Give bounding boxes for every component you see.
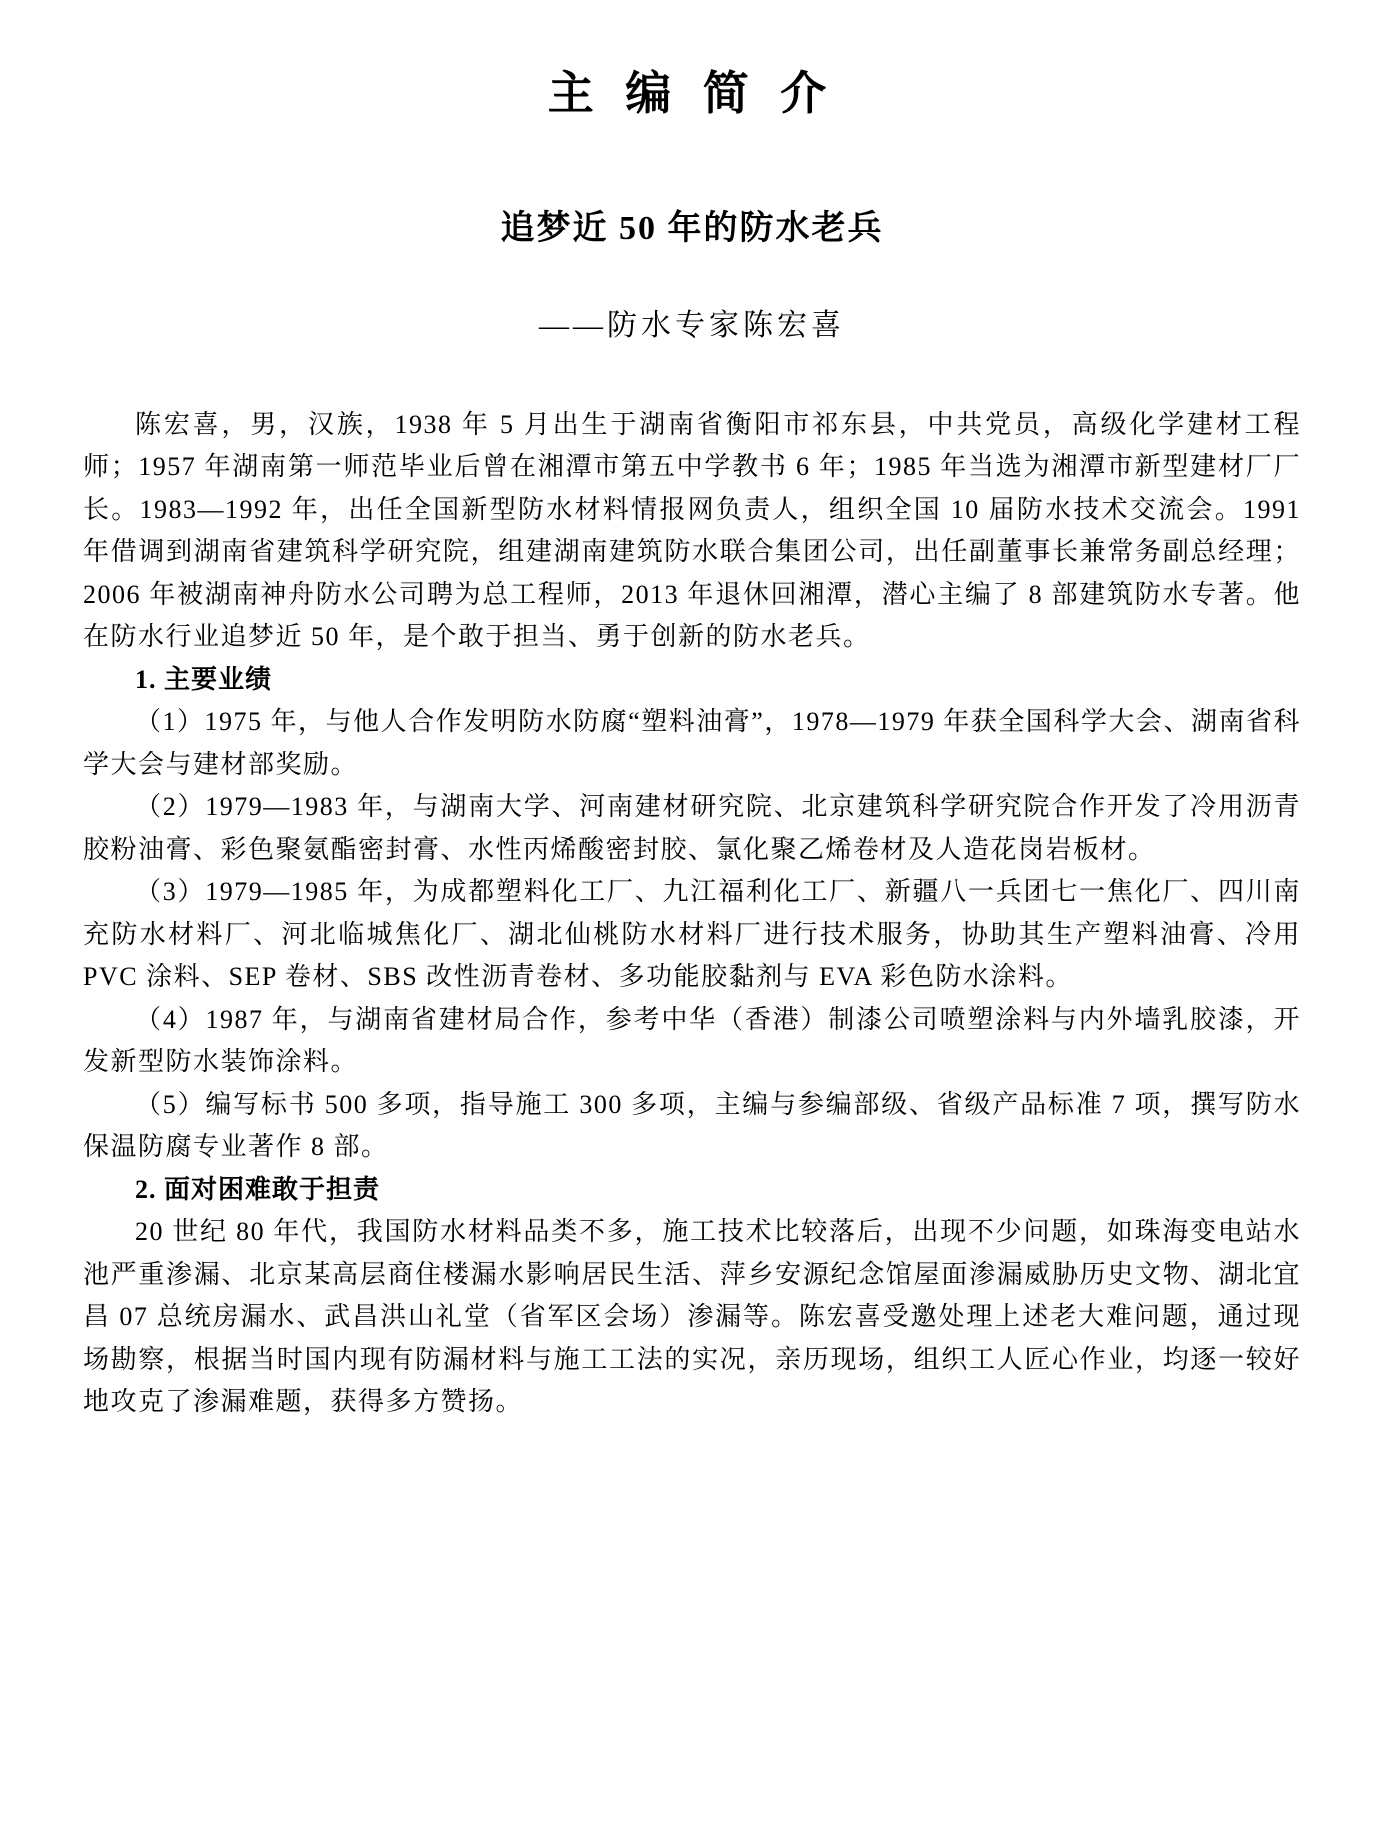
- page-title: 主 编 简 介: [547, 68, 837, 119]
- article-byline: ——防水专家陈宏喜: [539, 308, 845, 342]
- article-body: [83, 404, 1301, 1424]
- article-title: 追梦近 50 年的防水老兵: [500, 210, 884, 248]
- section-heading: 1. 主要业绩: [135, 664, 273, 694]
- body-paragraph: 20 世纪 80 年代，我国防水材料品类不多，施工技术比较落后，出现不少问题，如珠海变电站水池严重渗漏、北京某高层商住楼漏水影响居民生活、萍乡安源纪念馆屋面渗漏威胁历史文物、湖北宜昌 07 总统房漏水、武昌洪山礼堂（省军区会场）渗漏等。陈宏喜受邀处理上述老大难问题，通过现场勘察，根据当时国内现有防漏材料与施工工法的实况，亲历现场，组织工人匠心作业，均逐一较好地攻克了渗漏难题，获得多方赞扬。: [83, 1217, 1301, 1417]
- body-paragraph: （3）1979—1985 年，为成都塑料化工厂、九江福利化工厂、新疆八一兵团七一焦化厂、四川南充防水材料厂、河北临城焦化厂、湖北仙桃防水材料厂进行技术服务，协助其生产塑料油膏、冷用 PVC 涂料、SEP 卷材、SBS 改性沥青卷材、多功能胶黏剂与 EVA 彩色防水涂料。: [83, 877, 1301, 992]
- body-paragraph: （2）1979—1983 年，与湖南大学、河南建材研究院、北京建筑科学研究院合作开发了冷用沥青胶粉油膏、彩色聚氨酯密封膏、水性丙烯酸密封胶、氯化聚乙烯卷材及人造花岗岩板材。: [83, 792, 1301, 864]
- body-paragraph: 陈宏喜，男，汉族，1938 年 5 月出生于湖南省衡阳市祁东县，中共党员，高级化学建材工程师；1957 年湖南第一师范毕业后曾在湘潭市第五中学教书 6 年；1985 年当选为湘潭市新型建材厂厂长。1983—1992 年，出任全国新型防水材料情报网负责人，组织全国 10 届防水技术交流会。1991 年借调到湖南省建筑科学研究院，组建湖南建筑防水联合集团公司，出任副董事长兼常务副总经理；2006 年被湖南神舟防水公司聘为总工程师，2013 年退休回湘潭，潜心主编了 8 部建筑防水专著。他在防水行业追梦近 50 年，是个敢于担当、勇于创新的防水老兵。: [83, 409, 1301, 652]
- body-paragraph: （4）1987 年，与湖南省建材局合作，参考中华（香港）制漆公司喷塑涂料与内外墙乳胶漆，开发新型防水装饰涂料。: [83, 1004, 1301, 1077]
- section-heading: 2. 面对困难敢于担责: [135, 1174, 381, 1204]
- body-paragraph: （1）1975 年，与他人合作发明防水防腐“塑料油膏”，1978—1979 年获全国科学大会、湖南省科学大会与建材部奖励。: [83, 707, 1301, 779]
- body-paragraph: （5）编写标书 500 多项，指导施工 300 多项，主编与参编部级、省级产品标准 7 项，撰写防水保温防腐专业著作 8 部。: [83, 1089, 1301, 1162]
